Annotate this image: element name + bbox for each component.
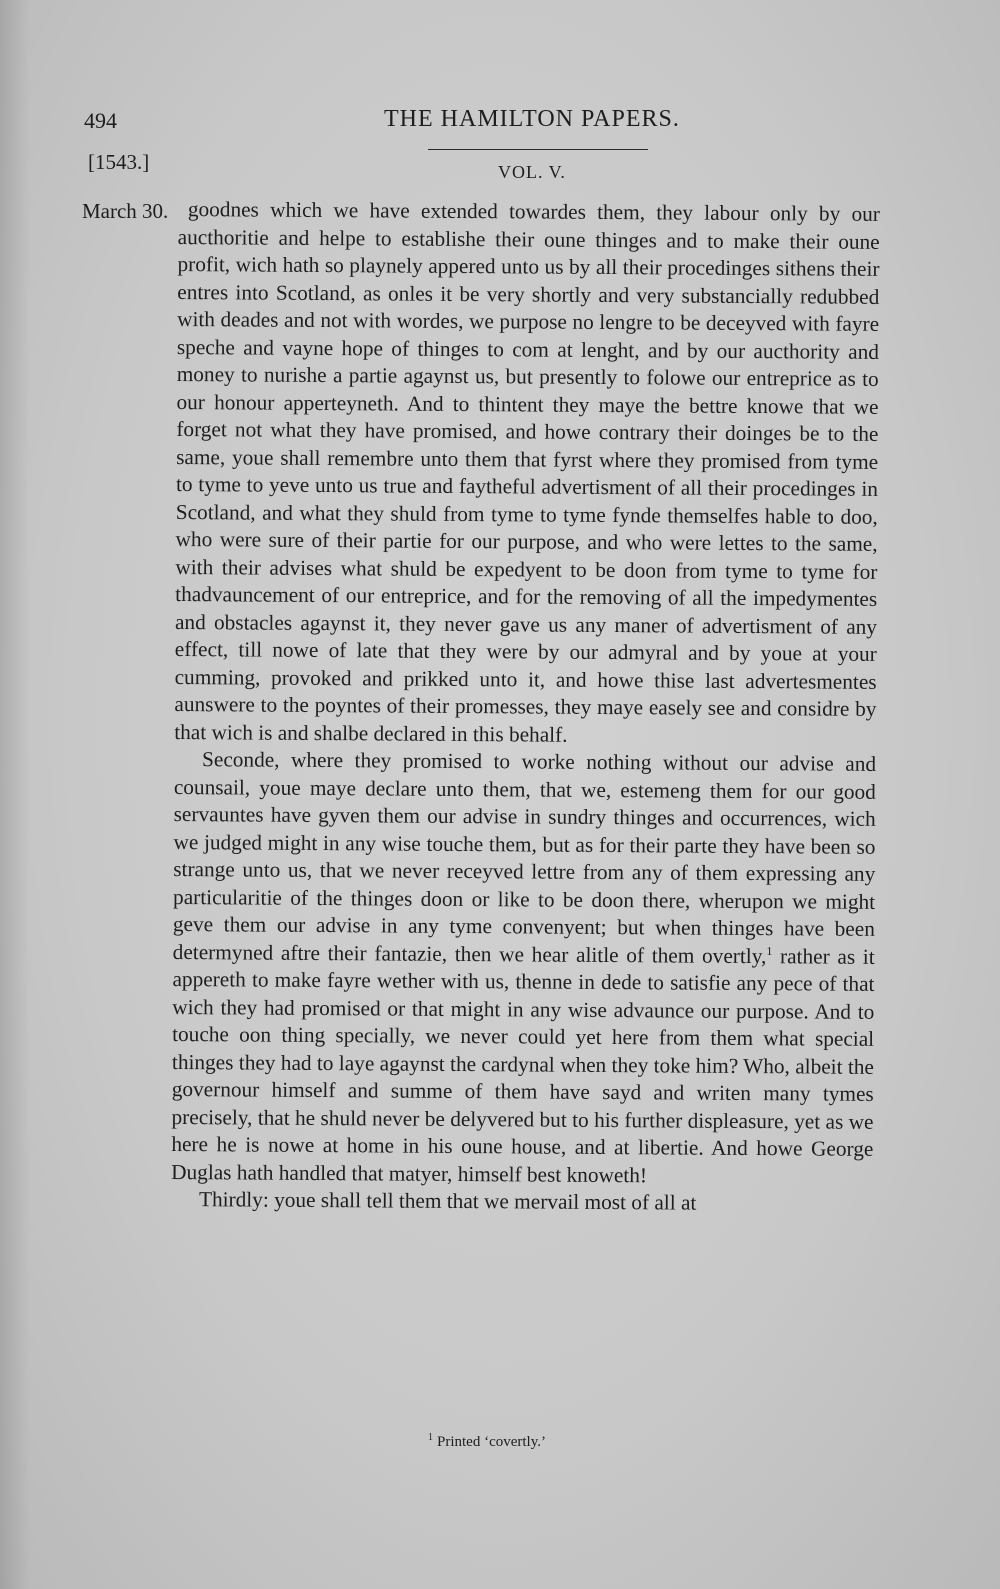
footnote	[428, 1432, 546, 1451]
footnote-reference: 1	[766, 943, 773, 958]
paragraph-1: goodnes which we have extended towardes them, they labour only by our aucthoritie and helpe to establishe their oune thinges and to make their oune profit, wich hath so playnely appered unto us by all their procedinges sithens their entres into Scotland, as onles it be very shortly and very substancially redubbed with deades and not with wordes, we purpose no lengre to be deceyved with fayre speche and vayne hope of thinges to com at lenght, and by our aucthority and money to nurishe a partie agaynst us, but presently to folowe our entreprice as to our honour apperteyneth. And to thintent they maye the bettre knowe that we forget not what they have promised, and howe contrary their doinges be to the same, youe shall remembre unto them that fyrst where they promised from tyme to tyme to yeve unto us true and faytheful advertisment of all their procedinges in Scotland, and what they shuld from tyme to tyme fynde themselfes hable to doo, who were sure of their partie for our purpose, and who were lettes to the same, with their advises what shuld be expedyent to be doon from tyme to tyme for thadvauncement of our entreprice, and for the removing of all the impedymentes and obstacles agaynst it, they never gave us any maner of advertisment of any effect, till nowe of late that they were by our admyral and by youe at your cumming, provoked and prikked unto it, and howe thise last advertesmentes aunswere to the poyntes of their promesses, they maye easely see and considre by that wich is and shalbe declared in this behalf.	[174, 197, 880, 747]
paragraph-2-text-b: rather as it appereth to make fayre wether with us, thenne in dede to satisfie any pece of that wich they had promised or that might in any wise advaunce our purpose. And to touche oon thing specially, we never could yet here from them what special thinges they had to laye agaynst the cardynal when they toke him? Who, albeit the governour himself and summe of them have sayd and writen many tymes precisely, that he shuld never be delyvered but to his further displeasure, yet as we here he is nowe at home in his oune house, and at libertie. And howe George Duglas hath handled that matyer, himself best knoweth!	[171, 943, 875, 1187]
gutter-shadow	[0, 0, 30, 1589]
volume-label: VOL. V.	[498, 162, 566, 182]
footnote-text: Printed ‘covertly.’	[437, 1434, 546, 1450]
title-rule	[428, 149, 648, 150]
paragraph-2-text-a: Seconde, where they promised to worke nothing without our advise and counsail, youe maye declare unto them, that we, estemeng them for our good servauntes have gyven them our advise in sundry thinges and occurrences, wich we judged might in any wise touche them, but as for their parte they have been so strange unto us, that we never receyved lettre from any of them expressing any particularitie of the thinges doon or like to be doon there, wherupon we might geve them our advise in any tyme convenyent; but when thinges have been determyned aftre their fantazie, then we hear alitle of them overtly,	[172, 747, 877, 968]
running-title: THE HAMILTON PAPERS.	[384, 106, 680, 132]
paragraph-2	[171, 746, 876, 1191]
paragraph-3: Thirdly: youe shall tell them that we mervail most of all at	[198, 1187, 697, 1215]
page-number: 494	[84, 108, 117, 133]
body-text	[171, 196, 880, 1218]
footnote-mark: 1	[428, 1432, 433, 1443]
year-label: [1543.]	[88, 150, 150, 174]
margin-date: March 30.	[82, 199, 169, 223]
